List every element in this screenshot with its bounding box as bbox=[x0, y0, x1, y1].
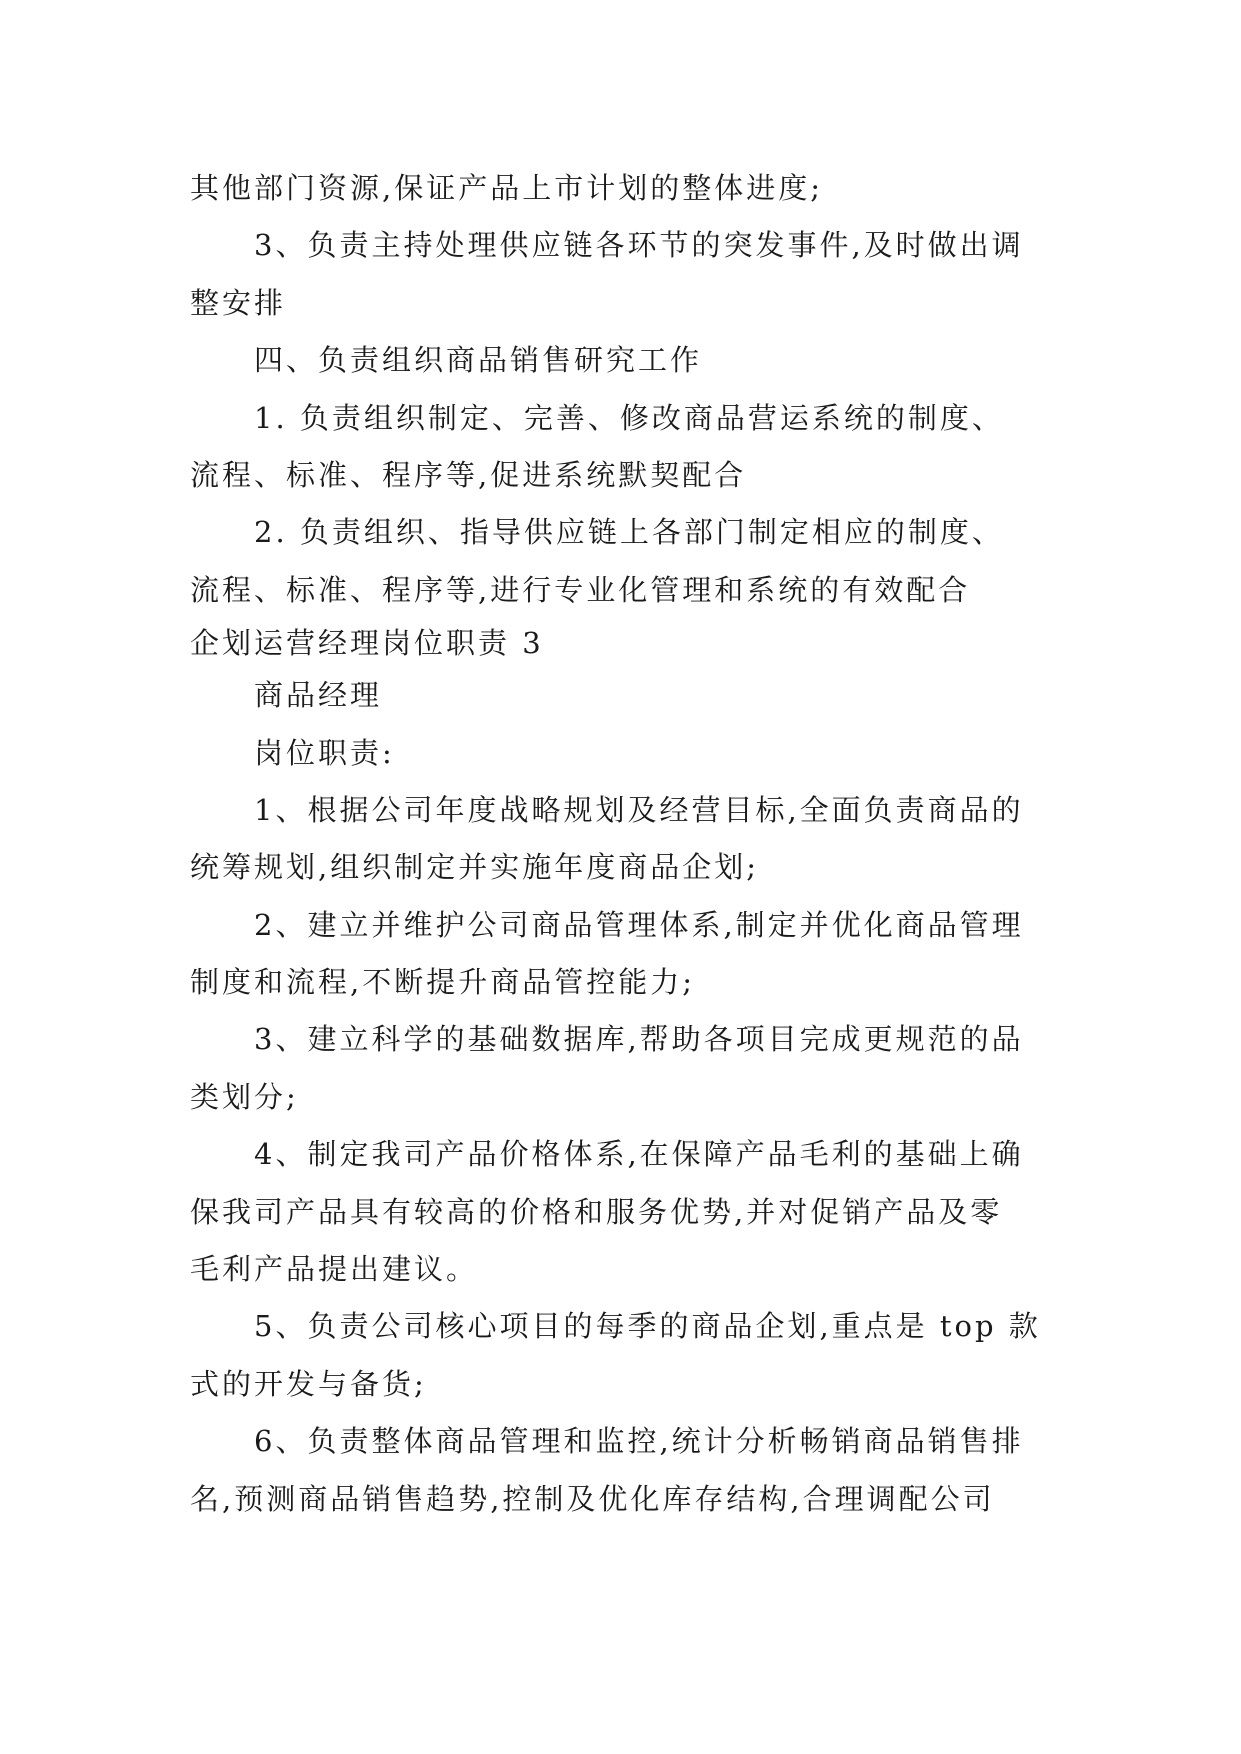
text-line: 名,预测商品销售趋势,控制及优化库存结构,合理调配公司 bbox=[190, 1481, 995, 1516]
text-line: 5、负责公司核心项目的每季的商品企划,重点是 top 款 bbox=[254, 1309, 1041, 1344]
text-line: 6、负责整体商品管理和监控,统计分析畅销商品销售排 bbox=[254, 1424, 1024, 1459]
section-heading: 企划运营经理岗位职责 3 bbox=[190, 626, 544, 661]
text-line: 其他部门资源,保证产品上市计划的整体进度; bbox=[190, 171, 823, 205]
text-line: 流程、标准、程序等,促进系统默契配合 bbox=[190, 457, 747, 492]
text-line: 保我司产品具有较高的价格和服务优势,并对促销产品及零 bbox=[190, 1194, 1003, 1229]
text-line: 1. 负责组织制定、完善、修改商品营运系统的制度、 bbox=[254, 400, 1004, 435]
text-line: 毛利产品提出建议。 bbox=[190, 1252, 479, 1287]
text-line: 类划分; bbox=[190, 1079, 299, 1114]
text-line: 岗位职责: bbox=[254, 735, 395, 770]
text-line: 流程、标准、程序等,进行专业化管理和系统的有效配合 bbox=[190, 572, 971, 607]
text-line: 统筹规划,组织制定并实施年度商品企划; bbox=[190, 850, 759, 885]
text-line: 3、建立科学的基础数据库,帮助各项目完成更规范的品 bbox=[254, 1022, 1024, 1057]
text-line: 商品经理 bbox=[254, 678, 383, 713]
text-line: 制度和流程,不断提升商品管控能力; bbox=[190, 965, 695, 1000]
text-line: 整安排 bbox=[190, 285, 287, 320]
text-line: 3、负责主持处理供应链各环节的突发事件,及时做出调 bbox=[254, 228, 1024, 263]
text-line: 1、根据公司年度战略规划及经营目标,全面负责商品的 bbox=[254, 792, 1024, 827]
text-line: 4、制定我司产品价格体系,在保障产品毛利的基础上确 bbox=[254, 1137, 1024, 1172]
text-line: 四、负责组织商品销售研究工作 bbox=[254, 343, 703, 378]
document-body bbox=[190, 160, 1060, 1528]
text-line: 2. 负责组织、指导供应链上各部门制定相应的制度、 bbox=[254, 515, 1004, 550]
text-line: 2、建立并维护公司商品管理体系,制定并优化商品管理 bbox=[254, 907, 1024, 942]
text-line: 式的开发与备货; bbox=[190, 1366, 427, 1401]
